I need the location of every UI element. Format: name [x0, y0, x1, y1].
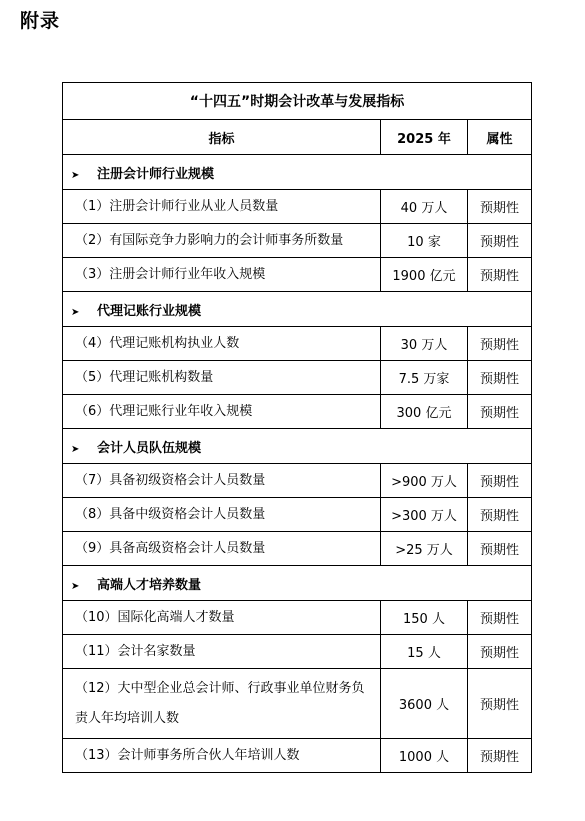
table-row [63, 532, 532, 566]
value-cell: >300 万人 [381, 498, 468, 532]
section-label: 高端人才培养数量 [97, 577, 202, 593]
header-attribute: 属性 [468, 120, 532, 155]
attribute-cell: 预期性 [468, 601, 532, 635]
indicator-cell: （3）注册会计师行业年收入规模 [63, 258, 381, 292]
section-label: 代理记账行业规模 [97, 303, 202, 319]
attribute-cell: 预期性 [468, 327, 532, 361]
attribute-cell: 预期性 [468, 635, 532, 669]
attribute-cell: 预期性 [468, 498, 532, 532]
value-cell: 7.5 万家 [381, 361, 468, 395]
section-row [63, 292, 532, 327]
value-cell: 1900 亿元 [381, 258, 468, 292]
table-row [63, 190, 532, 224]
value-cell: 150 人 [381, 601, 468, 635]
value-cell: 10 家 [381, 224, 468, 258]
table-header-row [63, 120, 532, 155]
indicator-cell: （9）具备高级资格会计人员数量 [63, 532, 381, 566]
section-title [63, 429, 532, 464]
attribute-cell: 预期性 [468, 532, 532, 566]
arrow-bullet-icon: ➤ [71, 169, 80, 181]
arrow-bullet-icon: ➤ [71, 306, 80, 318]
table-title-row [63, 83, 532, 120]
attribute-cell: 预期性 [468, 361, 532, 395]
value-cell: 1000 人 [381, 739, 468, 773]
indicators-table [62, 82, 532, 773]
section-title [63, 292, 532, 327]
section-row [63, 155, 532, 190]
value-cell: 15 人 [381, 635, 468, 669]
section-label: 注册会计师行业规模 [97, 166, 215, 182]
value-cell: 3600 人 [381, 669, 468, 739]
arrow-bullet-icon: ➤ [71, 443, 80, 455]
indicator-cell: （4）代理记账机构执业人数 [63, 327, 381, 361]
value-cell: 40 万人 [381, 190, 468, 224]
value-cell: >900 万人 [381, 464, 468, 498]
table-row [63, 498, 532, 532]
attribute-cell: 预期性 [468, 669, 532, 739]
table-title: “十四五”时期会计改革与发展指标 [63, 83, 532, 120]
table-row [63, 224, 532, 258]
section-label: 会计人员队伍规模 [97, 440, 202, 456]
attribute-cell: 预期性 [468, 464, 532, 498]
page-heading: 附录 [20, 10, 61, 32]
attribute-cell: 预期性 [468, 739, 532, 773]
header-indicator: 指标 [63, 120, 381, 155]
indicator-cell: （11）会计名家数量 [63, 635, 381, 669]
header-year: 2025 年 [381, 120, 468, 155]
table-row [63, 327, 532, 361]
attribute-cell: 预期性 [468, 190, 532, 224]
section-row [63, 429, 532, 464]
attribute-cell: 预期性 [468, 395, 532, 429]
arrow-bullet-icon: ➤ [71, 580, 80, 592]
table-row [63, 361, 532, 395]
indicator-cell: （5）代理记账机构数量 [63, 361, 381, 395]
table-row [63, 635, 532, 669]
indicator-cell: （10）国际化高端人才数量 [63, 601, 381, 635]
attribute-cell: 预期性 [468, 258, 532, 292]
table-row [63, 669, 532, 739]
attribute-cell: 预期性 [468, 224, 532, 258]
section-title [63, 155, 532, 190]
section-title [63, 566, 532, 601]
section-row [63, 566, 532, 601]
table-row [63, 739, 532, 773]
value-cell: 30 万人 [381, 327, 468, 361]
value-cell: >25 万人 [381, 532, 468, 566]
indicator-cell: （8）具备中级资格会计人员数量 [63, 498, 381, 532]
indicator-cell: （1）注册会计师行业从业人员数量 [63, 190, 381, 224]
value-cell: 300 亿元 [381, 395, 468, 429]
indicator-cell: （12）大中型企业总会计师、行政事业单位财务负责人年均培训人数 [63, 669, 381, 739]
table-row [63, 395, 532, 429]
table-row [63, 258, 532, 292]
table-row [63, 601, 532, 635]
indicator-cell: （7）具备初级资格会计人员数量 [63, 464, 381, 498]
indicator-cell: （13）会计师事务所合伙人年培训人数 [63, 739, 381, 773]
table-row [63, 464, 532, 498]
indicator-cell: （2）有国际竞争力影响力的会计师事务所数量 [63, 224, 381, 258]
indicator-cell: （6）代理记账行业年收入规模 [63, 395, 381, 429]
